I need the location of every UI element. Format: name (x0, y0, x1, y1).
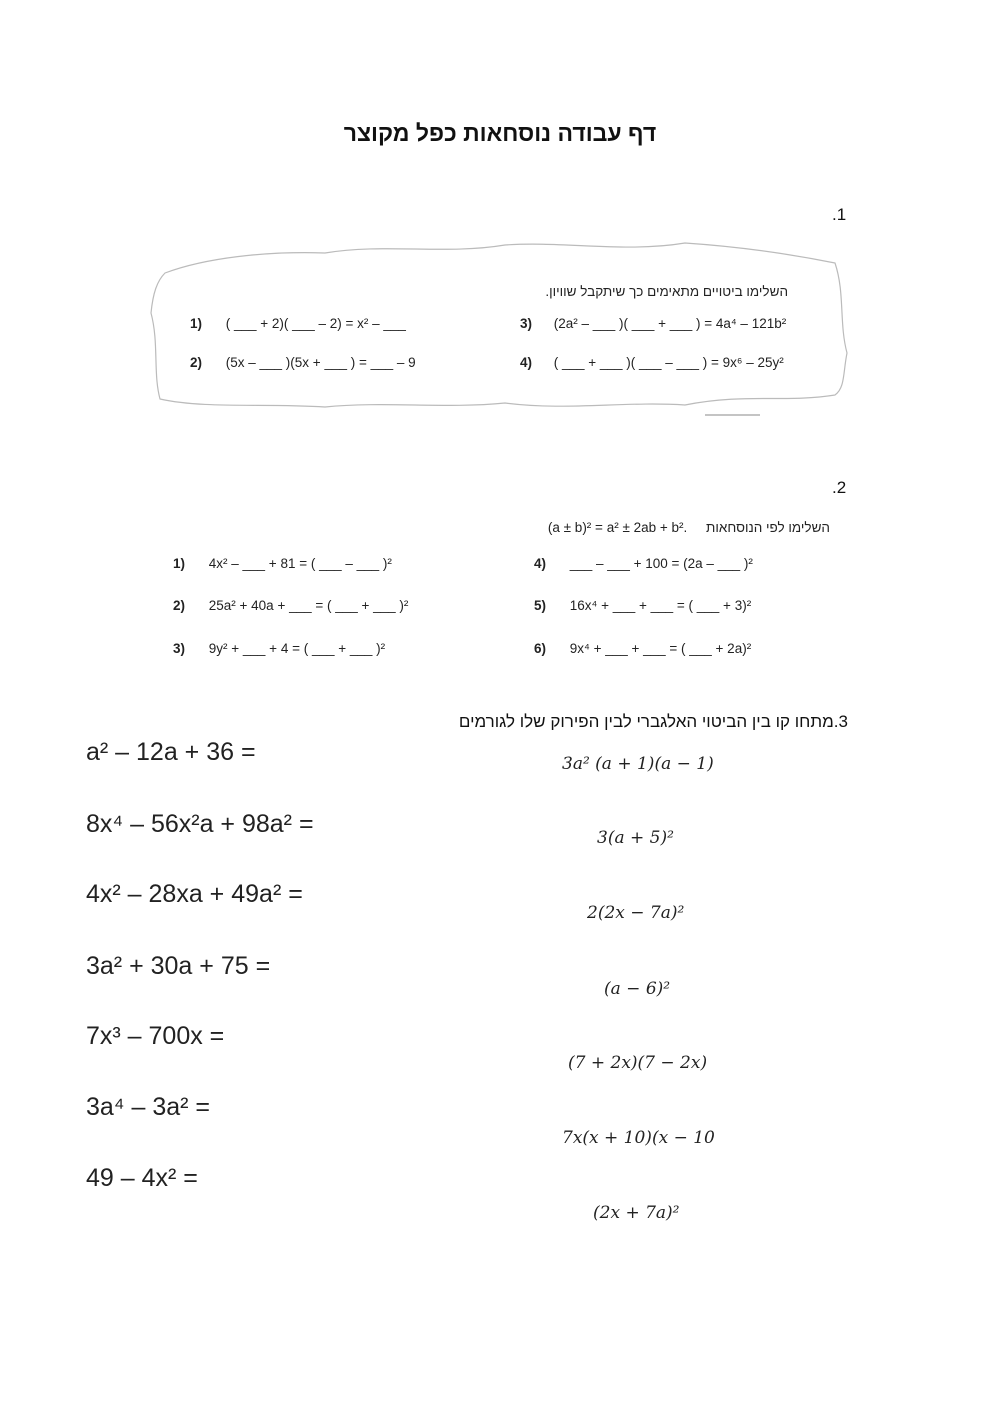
s2-item-6 (534, 641, 751, 656)
section-2-formula: (a ± b)² = a² ± 2ab + b². (547, 520, 688, 535)
s2-item-3 (173, 641, 385, 656)
item-expression: 25a² + 40a + ___ = ( ___ + ___ )² (208, 598, 409, 613)
s1-item-4 (520, 355, 784, 370)
item-expression: 4x² – ___ + 81 = ( ___ – ___ )² (208, 556, 392, 571)
expression-6: 3a⁴ – 3a² = (86, 1093, 211, 1121)
item-number: 2) (190, 355, 203, 370)
item-number: 4) (534, 556, 547, 571)
item-number: 3) (520, 316, 533, 331)
expression-5: 7x³ – 700x = (86, 1022, 225, 1050)
expression-7: 49 – 4x² = (86, 1164, 198, 1192)
expression-1: a² – 12a + 36 = (86, 738, 256, 766)
section-1-number: .1 (832, 205, 847, 224)
factorization-5: (7 + 2x)(7 − 2x) (568, 1053, 708, 1073)
section-2-instruction-row (488, 520, 830, 535)
factorization-3: 2(2x − 7a)² (587, 903, 685, 923)
s2-item-2 (173, 598, 408, 613)
item-expression: (5x – ___ )(5x + ___ ) = ___ – 9 (225, 355, 416, 370)
s1-item-1 (190, 316, 406, 331)
expression-2: 8x⁴ – 56x²a + 98a² = (86, 810, 314, 838)
section-2-instruction: השלימו לפי הנוסחאות (706, 520, 830, 535)
s2-item-4 (534, 556, 753, 571)
section-1-instruction: השלימו ביטויים מתאימים כך שיתקבל שוויון. (545, 284, 788, 299)
s2-item-5 (534, 598, 751, 613)
s1-item-2 (190, 355, 416, 370)
item-expression: ( ___ + ___ )( ___ – ___ ) = 9x⁶ – 25y² (553, 355, 784, 370)
factorization-2: 3(a + 5)² (597, 828, 674, 848)
item-expression: ( ___ + 2)( ___ – 2) = x² – ___ (225, 316, 406, 331)
expression-4: 3a² + 30a + 75 = (86, 952, 271, 980)
item-expression: 9x⁴ + ___ + ___ = ( ___ + 2a)² (569, 641, 752, 656)
item-expression: 16x⁴ + ___ + ___ = ( ___ + 3)² (569, 598, 752, 613)
expression-3: 4x² – 28xa + 49a² = (86, 880, 303, 908)
item-number: 1) (173, 556, 186, 571)
item-number: 4) (520, 355, 533, 370)
item-expression: 9y² + ___ + 4 = ( ___ + ___ )² (208, 641, 386, 656)
s1-item-3 (520, 316, 786, 331)
s2-item-1 (173, 556, 392, 571)
item-expression: ___ – ___ + 100 = (2a – ___ )² (569, 556, 753, 571)
item-number: 6) (534, 641, 547, 656)
item-number: 1) (190, 316, 203, 331)
item-expression: (2a² – ___ )( ___ + ___ ) = 4a⁴ – 121b² (553, 316, 787, 331)
item-number: 5) (534, 598, 547, 613)
item-number: 2) (173, 598, 186, 613)
item-number: 3) (173, 641, 186, 656)
section-2-number: .2 (832, 478, 847, 497)
section-3-instruction: 3.מתחו קו בין הביטוי האלגברי לבין הפירוק שלו לגורמים (458, 712, 848, 731)
factorization-7: (2x + 7a)² (593, 1203, 680, 1223)
page-title: דף עבודה נוסחאות כפל מקוצר (343, 120, 657, 146)
factorization-1: 3a² (a + 1)(a − 1) (562, 754, 714, 774)
factorization-4: (a − 6)² (604, 979, 671, 999)
factorization-6: 7x(x + 10)(x − 10 (562, 1128, 715, 1148)
